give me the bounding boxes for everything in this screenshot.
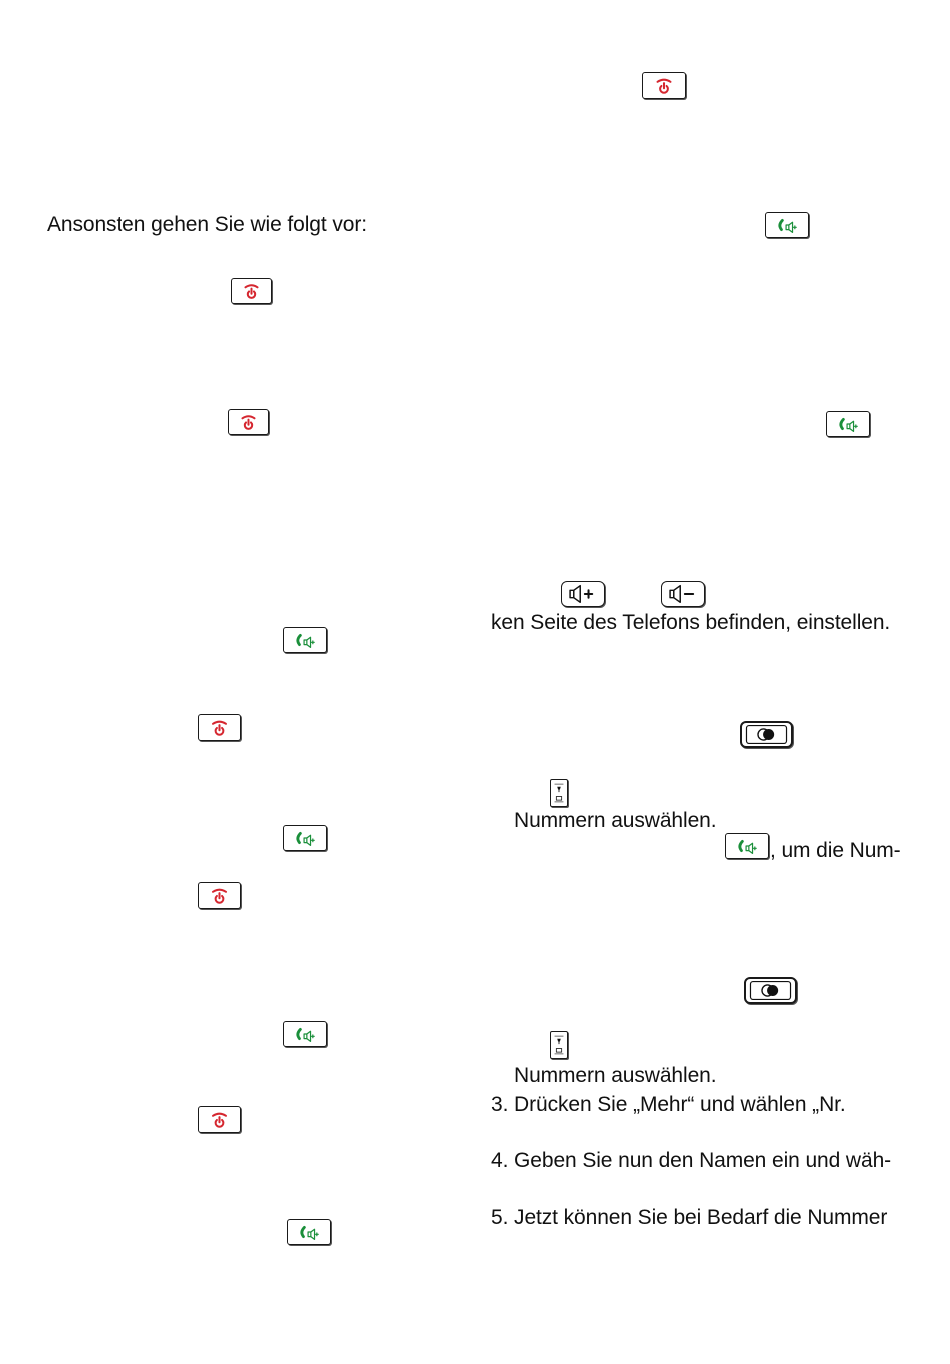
step-3-text: 3. Drücken Sie „Mehr“ und wählen „Nr. [491,1093,846,1116]
end-call-key [198,1106,241,1133]
end-call-power-icon [232,279,271,303]
step-5-text: 5. Jetzt können Sie bei Bedarf die Nummer [491,1206,888,1229]
call-handsfree-key [287,1219,331,1245]
volume-down-icon [662,582,704,606]
select-numbers-text-2: Nummern auswählen. [514,1064,717,1087]
end-call-key [642,72,686,99]
call-handsfree-icon [827,412,869,436]
circle-toggle-icon [742,723,791,746]
circle-toggle-icon [746,979,795,1002]
menu-key [740,721,793,748]
call-handsfree-key [765,212,809,238]
call-handsfree-icon [288,1220,330,1244]
end-call-power-icon [199,715,240,740]
phonebook-icon [551,780,567,806]
volume-instruction-text: ken Seite des Telefons befinden, einstellen. [491,611,891,634]
phonebook-key [550,1031,568,1059]
call-handsfree-key [826,411,870,437]
phonebook-icon [551,1032,567,1058]
end-call-power-icon [199,883,240,908]
end-call-power-icon [229,410,268,434]
end-call-power-icon [199,1107,240,1132]
call-handsfree-key [725,833,769,859]
call-handsfree-key [283,825,327,851]
dial-number-suffix-text: , um die Num- [770,839,901,862]
volume-down-key [661,581,705,607]
call-handsfree-key [283,1021,327,1047]
menu-key [744,977,797,1004]
call-handsfree-key [283,627,327,653]
select-numbers-text: Nummern auswählen. [514,809,717,832]
end-call-key [228,409,269,435]
volume-up-key [561,581,605,607]
intro-text: Ansonsten gehen Sie wie folgt vor: [47,213,367,236]
call-handsfree-icon [284,628,326,652]
call-handsfree-icon [284,826,326,850]
volume-up-icon [562,582,604,606]
step-4-text: 4. Geben Sie nun den Namen ein und wäh- [491,1149,892,1172]
call-handsfree-icon [726,834,768,858]
phonebook-key [550,779,568,807]
call-handsfree-icon [284,1022,326,1046]
end-call-key [198,714,241,741]
end-call-key [231,278,272,304]
end-call-power-icon [643,73,685,98]
end-call-key [198,882,241,909]
call-handsfree-icon [766,213,808,237]
